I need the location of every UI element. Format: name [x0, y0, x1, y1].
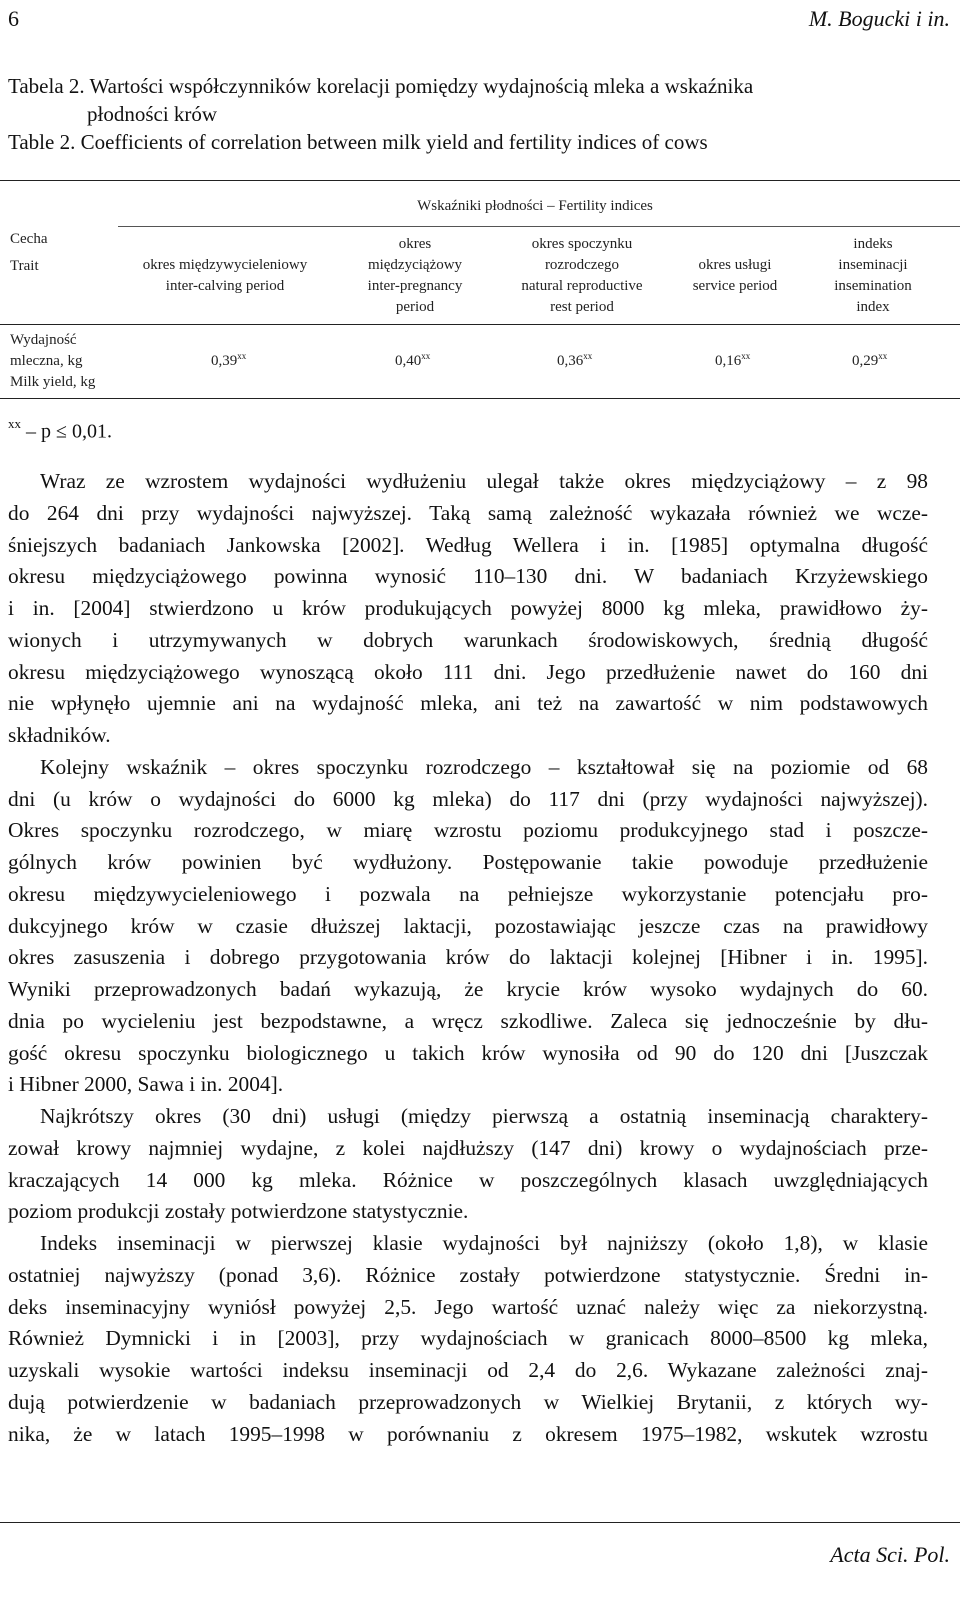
table-group-rule [118, 226, 960, 227]
caption-pl-line1: Tabela 2. Wartości współczynników korelacji pomiędzy wydajnością mleka a wskaźnika [8, 74, 754, 98]
body-text [8, 466, 928, 1450]
body-line: wionych i utrzymywanych w dobrych warunkach środowiskowych, średnią długość [8, 627, 928, 652]
row-label-line: mleczna, kg [10, 353, 83, 369]
value-number: 0,39 [211, 353, 238, 369]
body-line: okresu międzyciążowego powinna wynosić 110–130 dni. W badaniach Krzyżewskiego [8, 564, 928, 589]
col-header-line: okres spoczynku [531, 236, 633, 252]
value-insemination-index [852, 351, 887, 372]
body-line: do 264 dni przy wydajności najwyższej. Taką samą zależność wykazała również we wcze- [8, 500, 928, 525]
fertility-indices-header: Wskaźniki płodności – Fertility indices [417, 198, 653, 214]
trait-header-en: Trait [10, 258, 39, 274]
col-header-line: inter-pregnancy [367, 278, 463, 294]
body-line: śniejszych badaniach Jankowska [2002]. Według Wellera i in. [1985] optymalna długość [8, 532, 928, 557]
col-header-insemination-index [808, 234, 938, 318]
body-line: okresu międzywycieleniowego i pozwala na pełniejsze wykorzystanie potencjału pro- [8, 881, 928, 906]
body-line: okresu międzyciążowego wynoszącą około 111 dni. Jego przedłużenie nawet do 160 dni [8, 659, 928, 684]
body-line: dukcyjnego krów w czasie dłuższej laktacji, pozostawiając jeszcze czas na prawidłowy [8, 913, 928, 938]
col-header-line: indeks [853, 236, 893, 252]
table-header-rule [0, 324, 960, 325]
value-number: 0,36 [557, 353, 584, 369]
body-line: dują potwierdzenie w badaniach przeprowadzonych w Wielkiej Brytanii, z których wy- [8, 1389, 928, 1414]
journal-footer: Acta Sci. Pol. [830, 1542, 950, 1567]
body-line: składników. [8, 723, 111, 747]
footnote-mark: xx [8, 416, 21, 431]
col-header-inter-calving [120, 255, 330, 297]
col-header-inter-pregnancy [330, 234, 500, 318]
value-inter-calving [211, 351, 246, 372]
col-header-line: insemination [834, 278, 912, 294]
significance-mark: xx [237, 351, 247, 361]
body-line: Również Dymnicki i in [2003], przy wydajnościach w granicach 8000–8500 kg mleka, [8, 1326, 928, 1351]
table-caption [8, 72, 948, 156]
value-number: 0,29 [852, 353, 879, 369]
body-line: kraczających 14 000 kg mleka. Różnice w poszczególnych klasach uwzględniających [8, 1167, 928, 1192]
running-head: M. Bogucki i in. [808, 6, 950, 31]
body-line: nika, że w latach 1995–1998 w porównaniu z okresem 1975–1982, wskutek wzrostu [8, 1421, 928, 1446]
body-line: deks inseminacyjny wyniósł powyżej 2,5. Jego wartość uznać należy więc za niekorzystną. [8, 1294, 928, 1319]
col-header-rest-period [492, 234, 672, 318]
col-header-line: okres [398, 236, 432, 252]
body-line: i Hibner 2000, Sawa i in. 2004]. [8, 1072, 284, 1097]
trait-header-pl: Cecha [10, 231, 48, 247]
body-line: gólnych krów powinien być wydłużony. Postępowanie takie powoduje przedłużenie [8, 850, 928, 874]
caption-pl-line2: płodności krów [87, 102, 218, 126]
col-header-service-period [670, 255, 800, 297]
value-number: 0,40 [395, 353, 422, 369]
body-line: poziom produkcji zostały potwierdzone statystycznie. [8, 1199, 469, 1224]
col-header-line: okres międzywycieleniowy [142, 257, 308, 273]
value-rest-period [557, 351, 592, 372]
body-line: gość okresu spoczynku biologicznego u takich krów wynosiła od 90 do 120 dni [Juszczak [8, 1040, 928, 1065]
footer-rule [0, 1522, 960, 1523]
col-header-line: inter-calving period [165, 278, 285, 294]
col-header-line: rest period [550, 299, 614, 315]
caption-en-line: Table 2. Coefficients of correlation between milk yield and fertility indices of cows [8, 130, 708, 154]
value-inter-pregnancy [395, 351, 430, 372]
col-header-line: inseminacji [838, 257, 908, 273]
col-header-line: period [395, 299, 435, 315]
value-number: 0,16 [715, 353, 742, 369]
table-bottom-rule [0, 398, 960, 399]
significance-footnote [8, 418, 112, 444]
col-header-line: międzyciążowy [367, 257, 463, 273]
significance-mark: xx [878, 351, 888, 361]
body-line: Kolejny wskaźnik – okres spoczynku rozrodczego – kształtował się na poziomie od 68 [40, 754, 928, 779]
col-header-line: rozrodczego [544, 257, 620, 273]
row-label-line: Milk yield, kg [10, 374, 96, 390]
body-line: zował krowy najmniej wydajne, z kolei najdłuższy (147 dni) krowy o wydajnościach prze- [8, 1135, 928, 1160]
significance-mark: xx [741, 351, 751, 361]
body-line: i in. [2004] stwierdzono u krów produkujących powyżej 8000 kg mleka, prawidłowo ży- [8, 596, 928, 620]
body-line: Wyniki przeprowadzonych badań wykazują, że krycie krów wysoko wydajnych do 60. [8, 977, 928, 1001]
row-label-line: Wydajność [10, 332, 77, 348]
body-line: Najkrótszy okres (30 dni) usługi (między pierwszą a ostatnią inseminacją charaktery- [40, 1104, 928, 1128]
col-header-line: natural reproductive [521, 278, 643, 294]
row-label-milk-yield [10, 330, 95, 393]
body-line: ostatniej najwyższy (ponad 3,6). Różnice zostały potwierdzone statystycznie. Średni in- [8, 1262, 928, 1287]
body-line: okres zasuszenia i dobrego przygotowania krów do laktacji kolejnej [Hibner i in. 1995]. [8, 945, 928, 970]
body-line: Wraz ze wzrostem wydajności wydłużeniu ulegał także okres międzyciążowy – z 98 [40, 469, 928, 493]
body-line: dni (u krów o wydajności do 6000 kg mleka) do 117 dni (przy wydajności najwyższej). [8, 786, 928, 811]
significance-mark: xx [421, 351, 431, 361]
body-line: dnia po wycieleniu jest bezpodstawne, a wręcz szkodliwe. Zaleca się jednocześnie by dłu- [8, 1008, 928, 1033]
footnote-text: – p ≤ 0,01. [26, 420, 112, 443]
col-header-line: service period [692, 278, 778, 294]
value-service-period [715, 351, 750, 372]
body-line: nie wpłynęło ujemnie ani na wydajność mleka, ani też na zawartość w nim podstawowych [8, 691, 928, 716]
table-top-rule [0, 180, 960, 181]
col-header-line: okres usługi [698, 257, 772, 273]
col-header-line: index [856, 299, 890, 315]
body-line: Indeks inseminacji w pierwszej klasie wydajności był najniższy (około 1,8), w klasie [40, 1231, 928, 1255]
body-line: uzyskali wysokie wartości indeksu inseminacji od 2,4 do 2,6. Wykazane zależności znaj- [8, 1358, 928, 1382]
significance-mark: xx [583, 351, 593, 361]
page-number: 6 [8, 6, 19, 31]
body-line: Okres spoczynku rozrodczego, w miarę wzrostu poziomu produkcyjnego stad i poszcze- [8, 818, 928, 843]
